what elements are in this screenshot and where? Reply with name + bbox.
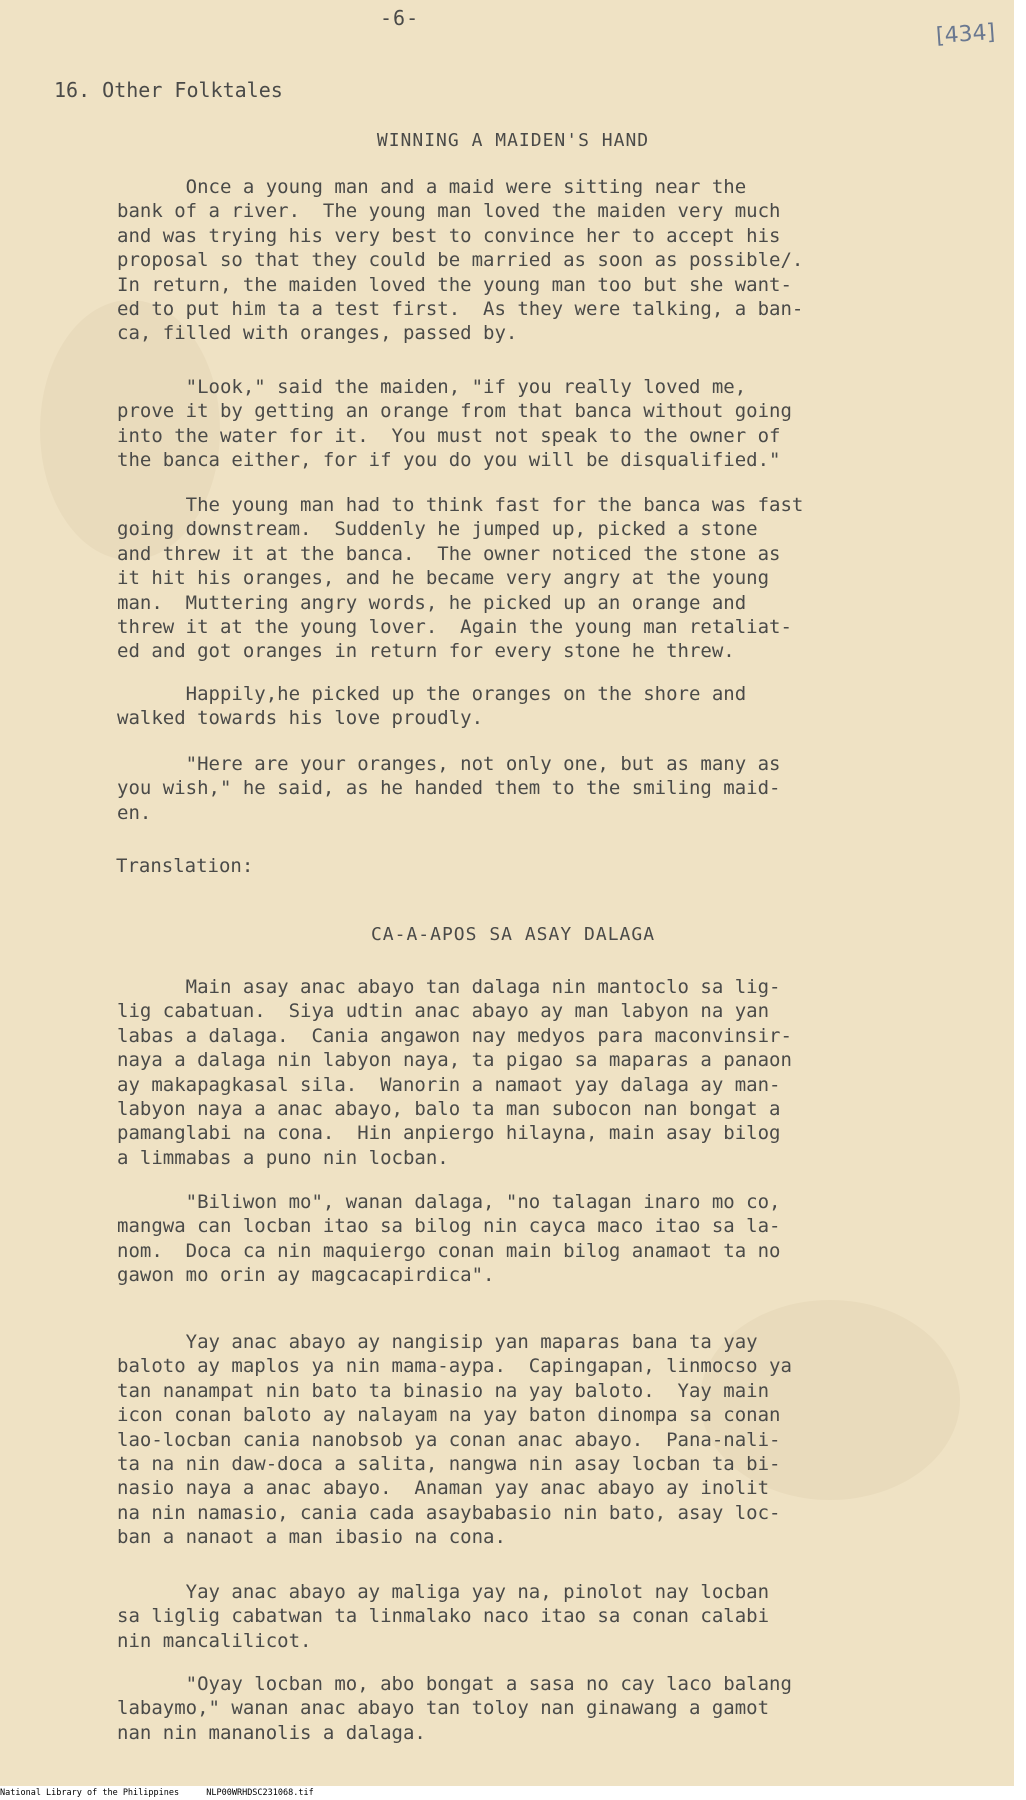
page-number: -6-	[380, 6, 420, 30]
english-paragraph-5: "Here are your oranges, not only one, but as many as you wish," he said, as he handed them to the smiling maid- en.	[117, 753, 781, 824]
footer-library: National Library of the Philippines	[0, 1788, 180, 1798]
english-paragraph-2: "Look," said the maiden, "if you really loved me, prove it by getting an orange from that banca without going into the water for it. You must not speak to the owner of the banca either, for if you do you will be disqualified."	[117, 376, 792, 472]
translation-paragraph-4: Yay anac abayo ay maliga yay na, pinolot nay locban sa liglig cabatwan ta linmalako naco itao sa conan calabi nin mancalilicot.	[117, 1581, 770, 1652]
archival-number: [434]	[935, 19, 996, 50]
translation-paragraph-2: "Biliwon mo", wanan dalaga, "no talagan inaro mo co, mangwa can locban itao sa bilog nin cayca maco itao sa la- nom. Doca ca nin maquiergo conan main bilog anamaot ta no gawon mo orin ay magcacapirdica".	[117, 1191, 781, 1287]
english-paragraph-4: Happily,he picked up the oranges on the shore and walked towards his love proudly.	[117, 683, 747, 730]
translation-title: CA-A-APOS SA ASAY DALAGA	[370, 924, 656, 945]
translation-paragraph-5: "Oyay locban mo, abo bongat a sasa no cay laco balang labaymo," wanan anac abayo tan toloy nan ginawang a gamot nan nin mananolis a dalaga.	[117, 1673, 792, 1744]
translation-label: Translation:	[116, 855, 254, 877]
scan-margin	[1014, 0, 1026, 1800]
section-heading: 16. Other Folktales	[54, 78, 283, 102]
footer-file-id: NLP00WRHDSC231068.tif	[206, 1788, 314, 1798]
english-paragraph-1: Once a young man and a maid were sitting near the bank of a river. The young man loved the maiden very much and was trying his very best to convince her to accept his proposal so that they could be married as soon as possible/. In return, the maiden loved the young man too but she want- ed to put him ta a test first. As they were talking, a ban- ca, filled with oranges, passed by.	[117, 176, 804, 345]
translation-paragraph-1: Main asay anac abayo tan dalaga nin mantoclo sa lig- lig cabatuan. Siya udtin anac abayo ay man labyon na yan labas a dalaga. Cania angawon nay medyos para maconvinsir- naya a dalaga nin labyon naya, ta pigao sa maparas a panaon ay makapagkasal sila. Wanorin a namaot yay dalaga ay man- labyon naya a anac abayo, balo ta man subocon nan bongat a pamanglabi na cona. Hin anpiergo hilayna, main asay bilog a limmabas a puno nin locban.	[117, 976, 792, 1169]
english-paragraph-3: The young man had to think fast for the banca was fast going downstream. Suddenly he jumped up, picked a stone and threw it at the banca. The owner noticed the stone as it hit his oranges, and he became very angry at the young man. Muttering angry words, he picked up an orange and threw it at the young lover. Again the young man retaliat- ed and got oranges in return for every stone he threw.	[117, 494, 804, 663]
translation-paragraph-3: Yay anac abayo ay nangisip yan maparas bana ta yay baloto ay maplos ya nin mama-aypa. Capingapan, linmocso ya tan nanampat nin bato ta binasio na yay baloto. Yay main icon conan baloto ay nalayam na yay baton dinompa sa conan lao-locban cania nanobsob ya conan anac abayo. Pana-nali- ta na nin daw-doca a salita, nangwa nin asay locban ta bi- nasio naya a anac abayo. Anaman yay anac abayo ay inolit na nin namasio, cania cada asaybabasio nin bato, asay loc- ban a nanaot a man ibasio na cona.	[117, 1331, 792, 1549]
scan-footer	[0, 1786, 1026, 1800]
story-title: WINNING A MAIDEN'S HAND	[376, 130, 650, 151]
